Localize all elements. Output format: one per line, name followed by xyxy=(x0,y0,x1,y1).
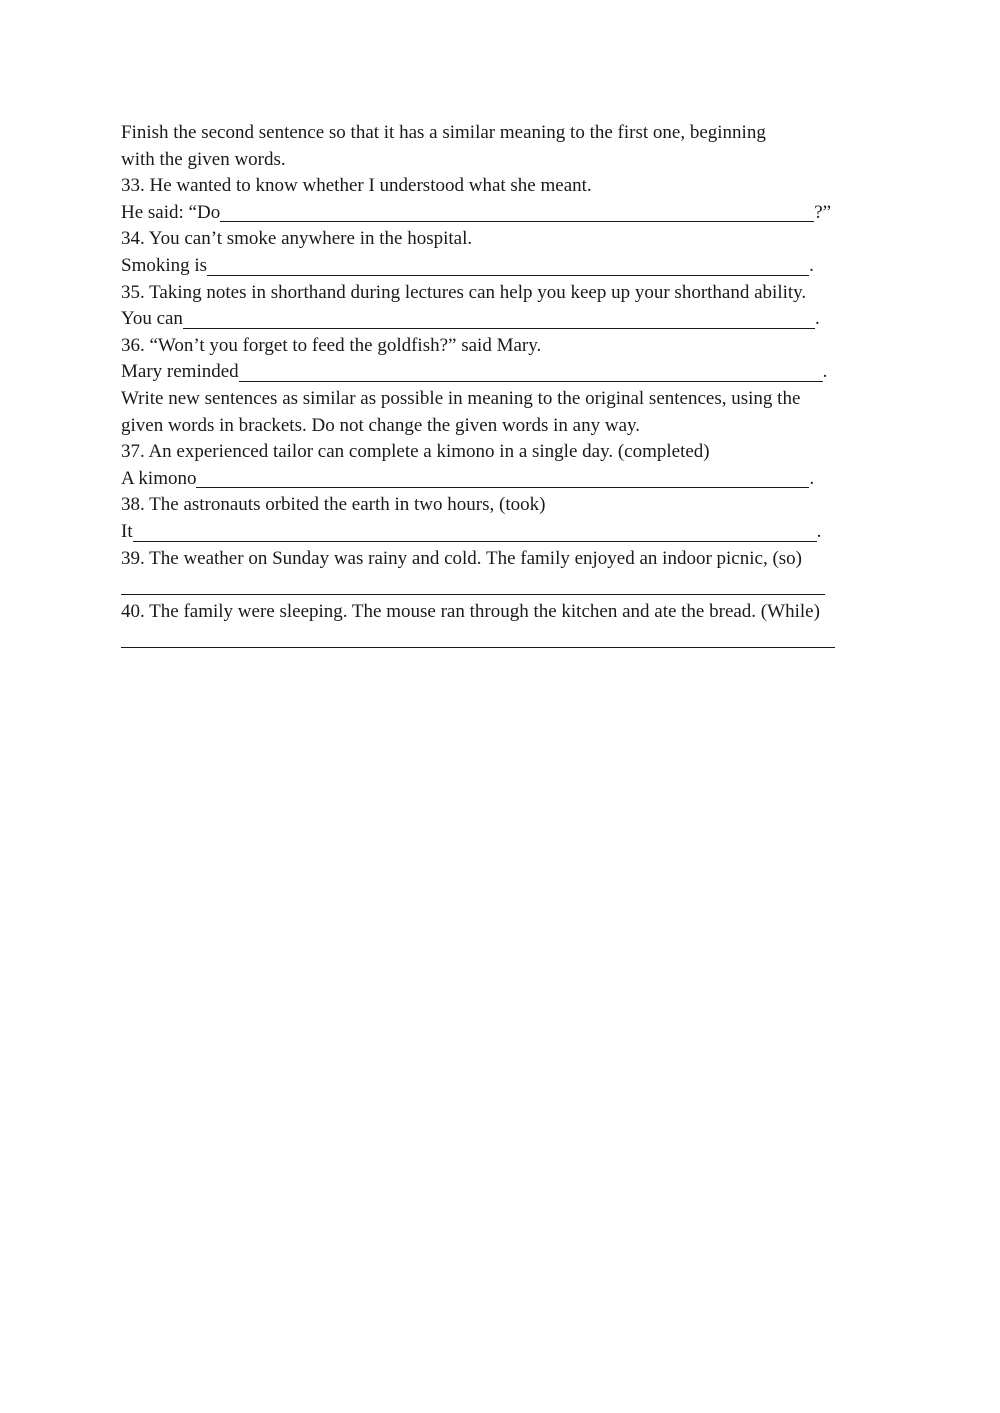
question-37-prompt: 37. An experienced tailor can complete a kimono in a single day. (completed) xyxy=(121,441,710,463)
question-37-answer-blank[interactable] xyxy=(196,469,809,488)
question-35-prompt: 35. Taking notes in shorthand during lectures can help you keep up your shorthand ability. xyxy=(121,281,807,303)
question-37-start: A kimono xyxy=(121,467,197,489)
question-35-answer-row xyxy=(121,306,881,333)
question-40-answer-blank[interactable] xyxy=(121,629,835,648)
question-39-answer-blank[interactable] xyxy=(121,576,825,595)
question-36-start: Mary reminded xyxy=(121,361,239,383)
question-39-answer-row xyxy=(121,572,881,599)
question-38-answer-row xyxy=(121,519,881,546)
question-38-start: It xyxy=(121,520,133,542)
question-38-answer-blank[interactable] xyxy=(133,523,817,542)
question-38-prompt: 38. The astronauts orbited the earth in two hours, (took) xyxy=(121,494,546,516)
question-33-prompt: 33. He wanted to know whether I understood what she meant. xyxy=(121,175,592,197)
question-34-end: . xyxy=(809,254,814,276)
question-33-answer-blank[interactable] xyxy=(220,203,814,222)
question-34-start: Smoking is xyxy=(121,254,208,276)
question-36-end: . xyxy=(822,361,828,383)
question-37-end: . xyxy=(809,467,815,489)
instruction-2-line-2: given words in brackets. Do not change the given words in any way. xyxy=(121,414,641,436)
question-35-start: You can xyxy=(121,308,183,330)
question-36-answer-blank[interactable] xyxy=(239,363,823,382)
question-37-answer-row xyxy=(121,466,881,493)
worksheet xyxy=(121,120,881,652)
question-34-answer-row xyxy=(121,253,881,280)
question-33-answer-row xyxy=(121,200,881,227)
question-38-end: . xyxy=(816,520,822,542)
question-35-end: . xyxy=(814,308,820,330)
instruction-1-line-2: with the given words. xyxy=(121,148,286,170)
question-39-prompt: 39. The weather on Sunday was rainy and cold. The family enjoyed an indoor picnic, (so) xyxy=(121,547,803,569)
question-33-end: ?” xyxy=(814,201,832,223)
question-34-answer-blank[interactable] xyxy=(207,257,809,276)
question-33-start: He said: “Do xyxy=(121,201,221,223)
instruction-1-line-1: Finish the second sentence so that it has a similar meaning to the first one, beginning xyxy=(121,122,766,143)
question-35-answer-blank[interactable] xyxy=(183,310,815,329)
question-40-prompt: 40. The family were sleeping. The mouse ran through the kitchen and ate the bread. (While) xyxy=(121,600,820,622)
instruction-2-line-1: Write new sentences as similar as possible in meaning to the original sentences, using the xyxy=(121,387,801,409)
question-34-prompt: 34. You can’t smoke anywhere in the hospital. xyxy=(121,228,473,250)
question-40-answer-row xyxy=(121,625,881,652)
question-36-prompt: 36. “Won’t you forget to feed the goldfish?” said Mary. xyxy=(121,334,542,356)
question-36-answer-row xyxy=(121,359,881,386)
